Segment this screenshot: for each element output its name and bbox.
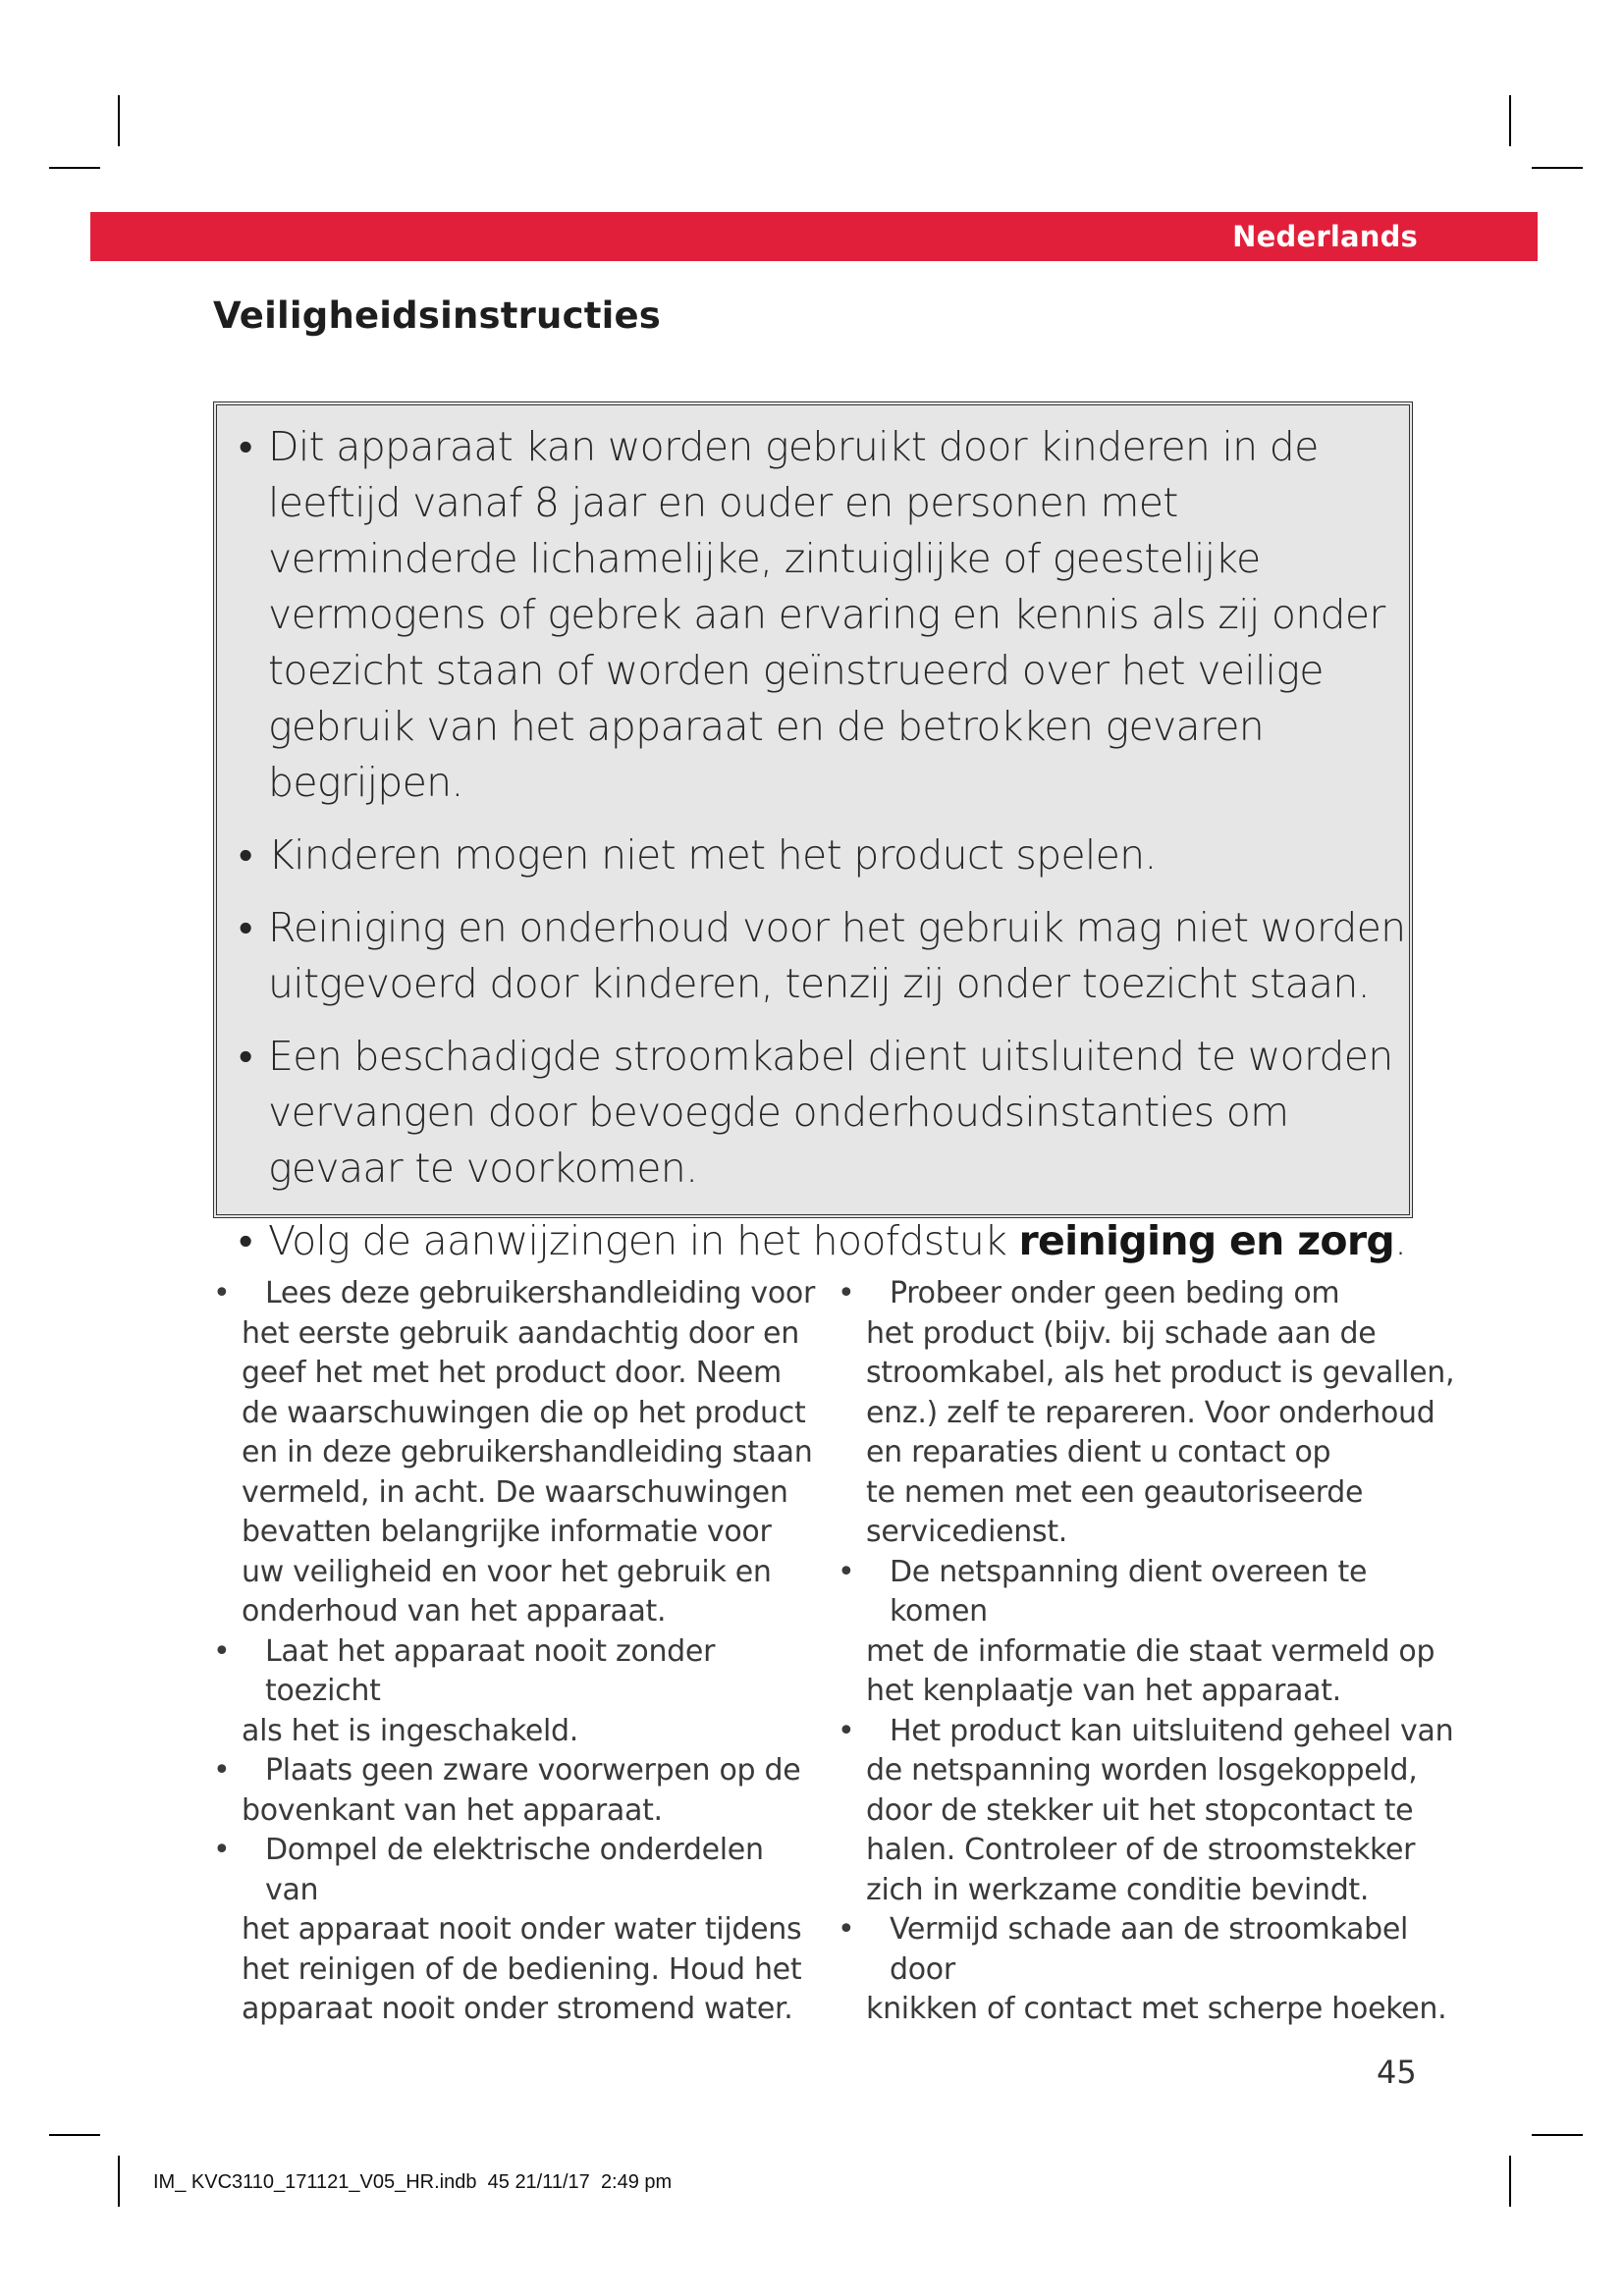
instruction-item [838, 1274, 1456, 1553]
warning-item [239, 900, 1417, 1012]
instruction-line: met de informatie die staat vermeld op [866, 1633, 1435, 1669]
instruction-item [838, 1553, 1456, 1712]
instruction-line: het kenplaatje van het apparaat. [866, 1674, 1341, 1708]
warning-text-suffix: . [1394, 1217, 1407, 1264]
warning-text: Kinderen mogen niet met het product spelen. [268, 831, 1157, 879]
instruction-line: apparaat nooit onder stromend water. [242, 1992, 793, 2026]
warning-item [239, 828, 1417, 883]
bullet-icon: • [239, 831, 252, 879]
chapter-reference: reiniging en zorg [1018, 1217, 1395, 1264]
crop-mark-top-right-vertical [1509, 95, 1511, 146]
bullet-icon: • [838, 1912, 855, 1947]
instruction-line: Plaats geen zware voorwerpen op de [265, 1753, 801, 1788]
bullet-icon: • [239, 904, 252, 951]
bullet-icon: • [838, 1713, 855, 1748]
instruction-list [213, 1274, 822, 2030]
instruction-line: zich in werkzame conditie bevindt. [866, 1872, 1370, 1907]
instruction-line: enz.) zelf te repareren. Voor onderhoud [866, 1395, 1435, 1430]
instruction-line: als het is ingeschakeld. [242, 1713, 579, 1748]
instruction-line: Probeer onder geen beding om [890, 1276, 1340, 1310]
instruction-line: onderhoud van het apparaat. [242, 1594, 667, 1629]
footer-page: 45 [487, 2171, 510, 2193]
instruction-list [838, 1274, 1456, 2030]
instruction-line: de waarschuwingen die op het product [242, 1395, 806, 1430]
instruction-item [838, 1712, 1456, 1911]
crop-mark-bottom-right-vertical [1509, 2156, 1511, 2207]
page-number: 45 [1377, 2054, 1417, 2091]
instruction-item [213, 1632, 822, 1752]
instructions-right-column [838, 1274, 1456, 2030]
instruction-line: De netspanning dient overeen te komen [890, 1554, 1368, 1629]
crop-mark-bottom-right-horizontal [1532, 2134, 1583, 2136]
instruction-line: stroomkabel, als het product is gevallen, [866, 1356, 1455, 1390]
crop-mark-top-right-horizontal [1532, 167, 1583, 169]
footer-time: 2:49 pm [600, 2171, 673, 2193]
instruction-line: door de stekker uit het stopcontact te [866, 1792, 1414, 1828]
instruction-item [213, 1274, 822, 1632]
crop-mark-bottom-left-vertical [118, 2156, 120, 2207]
bullet-icon: • [838, 1276, 855, 1310]
language-header-bar [90, 212, 1538, 261]
warning-box [213, 401, 1413, 1264]
instruction-line: bovenkant van het apparaat. [242, 1792, 663, 1828]
crop-mark-top-left-vertical [118, 95, 120, 146]
instructions-left-column [213, 1274, 822, 2030]
instruction-line: knikken of contact met scherpe hoeken. [866, 1992, 1447, 2026]
instruction-line: geef het met het product door. Neem [242, 1356, 782, 1390]
warning-text: Reiniging en onderhoud voor het gebruik mag niet worden uitgevoerd door kinderen, tenzij zij onder toezicht staan. [268, 904, 1406, 1007]
instruction-line: en reparaties dient u contact op [866, 1435, 1331, 1469]
warning-item [239, 1029, 1417, 1197]
instruction-line: en in deze gebruikershandleiding staan [242, 1435, 813, 1469]
instruction-line: uw veiligheid en voor het gebruik en [242, 1554, 772, 1589]
bullet-icon: • [838, 1554, 855, 1589]
bullet-icon: • [213, 1753, 231, 1788]
instruction-line: Laat het apparaat nooit zonder toezicht [265, 1633, 716, 1708]
instruction-line: Het product kan uitsluitend geheel van [890, 1713, 1454, 1748]
warning-text: Dit apparaat kan worden gebruikt door kinderen in de leeftijd vanaf 8 jaar en ouder en personen met verminderde lichamelijke, zintuiglijke of geestelijke vermogens of gebrek aan ervaring en kennis als zij onder toezicht staan of worden geïnstrueerd over het veilige gebruik van het apparaat en de betrokken gevaren begrijpen. [268, 423, 1385, 806]
crop-mark-bottom-left-horizontal [49, 2134, 100, 2136]
instruction-item [838, 1910, 1456, 2030]
bullet-icon: • [213, 1276, 231, 1310]
instruction-line: bevatten belangrijke informatie voor [242, 1515, 772, 1549]
crop-mark-top-left-horizontal [49, 167, 100, 169]
bullet-icon: • [213, 1833, 231, 1867]
instruction-line: halen. Controleer of de stroomstekker [866, 1833, 1416, 1867]
warning-text-prefix: Volg de aanwijzingen in het hoofdstuk [268, 1217, 1019, 1264]
language-label: Nederlands [1232, 220, 1418, 253]
instruction-line: Vermijd schade aan de stroomkabel door [890, 1912, 1409, 1987]
instruction-line: servicedienst. [866, 1515, 1068, 1549]
warning-text: Een beschadigde stroomkabel dient uitsluitend te worden vervangen door bevoegde onderhoudsinstanties om gevaar te voorkomen. [268, 1033, 1393, 1192]
instruction-item [213, 1831, 822, 2030]
section-title: Veiligheidsinstructies [213, 294, 662, 337]
footer-file: IM_ KVC3110_171121_V05_HR.indb [153, 2171, 477, 2193]
warning-item [239, 419, 1417, 811]
instruction-line: vermeld, in acht. De waarschuwingen [242, 1474, 788, 1510]
instruction-line: het eerste gebruik aandachtig door en [242, 1315, 799, 1351]
bullet-icon: • [239, 1033, 252, 1080]
instruction-item [213, 1751, 822, 1831]
bullet-icon: • [239, 1217, 252, 1264]
bullet-icon: • [213, 1633, 231, 1669]
instruction-line: het reinigen of de bediening. Houd het [242, 1951, 802, 1987]
instruction-line: Dompel de elektrische onderdelen van [265, 1833, 764, 1907]
bullet-icon: • [239, 423, 252, 470]
instruction-line: Lees deze gebruikershandleiding voor [265, 1276, 816, 1310]
warning-list [239, 419, 1417, 1286]
print-footer [153, 2171, 672, 2194]
warning-item [239, 1213, 1417, 1269]
footer-date: 21/11/17 [514, 2171, 590, 2193]
instruction-line: te nemen met een geautoriseerde [866, 1474, 1364, 1510]
instruction-line: de netspanning worden losgekoppeld, [866, 1753, 1418, 1788]
instruction-line: het apparaat nooit onder water tijdens [242, 1912, 802, 1947]
instruction-line: het product (bijv. bij schade aan de [866, 1315, 1377, 1351]
